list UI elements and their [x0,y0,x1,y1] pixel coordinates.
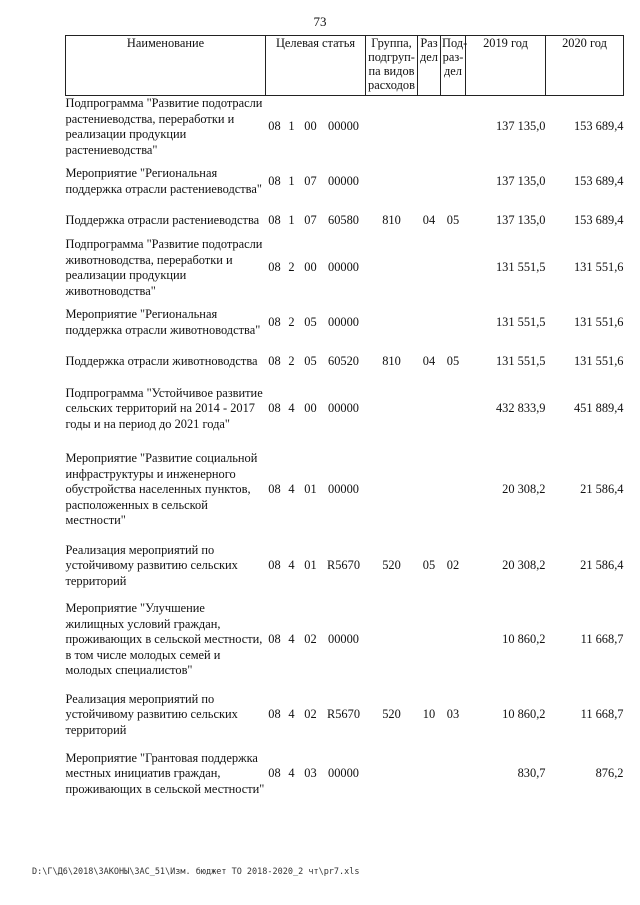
cell-subsection [441,592,466,688]
table-row [66,96,624,159]
cell-subsection [441,742,466,806]
row-name: Поддержка отрасли растениеводства [65,213,260,228]
code-program: 08 [268,260,281,275]
code-direction: 00000 [328,482,359,497]
cell-group [366,237,418,299]
row-name: Мероприятие "Региональная поддержка отрасли растениеводства" [65,166,262,196]
code-measure: 00 [304,260,317,275]
code-direction: 00000 [328,766,359,781]
header-subsection: Под-раз-дел [441,36,466,96]
table-row [66,346,624,378]
cell-2019: 10 860,2 [502,707,546,722]
header-target: Целевая статья [266,36,366,96]
cell-group [366,378,418,440]
cell-group: 520 [382,707,401,722]
code-direction: 00000 [328,119,359,134]
header-group: Группа, подгруп-па видов расходов [366,36,418,96]
cell-section: 04 [422,213,436,228]
code-subprogram: 4 [288,632,295,647]
code-subprogram: 2 [288,260,295,275]
cell-2020: 131 551,6 [573,314,624,329]
cell-2020: 153 689,4 [573,213,624,228]
code-measure: 02 [304,632,317,647]
table-row [66,299,624,346]
code-subprogram: 1 [288,173,295,188]
code-measure: 07 [304,173,317,188]
code-program: 08 [268,213,281,228]
cell-section [418,440,441,540]
code-subprogram: 4 [288,558,295,573]
cell-group [366,440,418,540]
budget-table [65,35,624,806]
cell-group [366,158,418,205]
cell-2019: 20 308,2 [502,482,546,497]
cell-2020: 131 551,6 [573,260,624,275]
row-name: Подпрограмма "Развитие подотрасли растениеводства, переработки и реализации продукции растениеводства" [65,96,263,157]
cell-2020: 153 689,4 [573,173,624,188]
file-path-footer: D:\Г\Д6\2018\ЗАКОНЫ\ЗАС_51\Изм. бюджет ТО 2018-2020_2 чт\pr7.xls [32,867,360,877]
row-name: Мероприятие "Грантовая поддержка местных инициатив граждан, проживающих в сельской местности" [65,750,265,796]
cell-2019: 131 551,5 [495,314,546,329]
cell-2019: 131 551,5 [495,354,546,369]
cell-2020: 11 668,7 [580,632,624,647]
cell-subsection [441,440,466,540]
row-name: Мероприятие "Региональная поддержка отрасли животноводства" [65,307,261,337]
row-name: Подпрограмма "Развитие подотрасли животноводства, переработки и реализации продукции животноводства" [65,237,263,298]
code-measure: 01 [304,482,317,497]
row-name: Мероприятие "Развитие социальной инфраструктуры и инженерного обустройства населенных пунктов, расположенных в сельской местности" [65,451,258,528]
code-measure: 05 [304,314,317,329]
header-section: Раз дел [418,36,441,96]
cell-section [418,378,441,440]
cell-group [366,742,418,806]
cell-subsection: 05 [446,213,460,228]
cell-2020: 153 689,4 [573,119,624,134]
cell-subsection: 02 [446,558,460,573]
table-row [66,540,624,592]
table-row [66,237,624,299]
cell-2020: 131 551,6 [573,354,624,369]
code-program: 08 [268,354,281,369]
code-subprogram: 2 [288,314,295,329]
code-measure: 00 [304,119,317,134]
cell-2019: 10 860,2 [502,632,546,647]
cell-2019: 131 551,5 [495,260,546,275]
code-program: 08 [268,707,281,722]
code-subprogram: 4 [288,766,295,781]
header-2019: 2019 год [466,36,546,96]
cell-section [418,742,441,806]
table-row [66,440,624,540]
cell-group [366,592,418,688]
cell-group [366,96,418,159]
table-header-row [66,36,624,96]
row-name: Поддержка отрасли животноводства [65,354,258,369]
code-direction: R5670 [326,707,361,722]
cell-2019: 432 833,9 [495,401,546,416]
code-program: 08 [268,766,281,781]
cell-2020: 11 668,7 [580,707,624,722]
code-program: 08 [268,119,281,134]
cell-subsection: 05 [446,354,460,369]
cell-2020: 21 586,4 [580,558,624,573]
code-measure: 03 [304,766,317,781]
code-program: 08 [268,558,281,573]
code-program: 08 [268,482,281,497]
cell-group [366,299,418,346]
cell-section: 05 [422,558,436,573]
code-direction: 00000 [328,401,359,416]
code-measure: 02 [304,707,317,722]
code-direction: 00000 [328,260,359,275]
cell-section [418,237,441,299]
cell-2020: 21 586,4 [580,482,624,497]
code-direction: 00000 [328,173,359,188]
cell-2019: 830,7 [517,766,546,781]
cell-2019: 137 135,0 [495,119,546,134]
code-direction: 60580 [328,213,359,228]
code-program: 08 [268,401,281,416]
cell-section [418,592,441,688]
code-program: 08 [268,632,281,647]
cell-subsection [441,299,466,346]
table-row [66,205,624,237]
code-measure: 01 [304,558,317,573]
code-subprogram: 4 [288,707,295,722]
cell-group: 520 [382,558,401,573]
cell-2020: 876,2 [595,766,624,781]
code-subprogram: 2 [288,354,295,369]
table-row [66,378,624,440]
cell-group: 810 [382,213,401,228]
code-measure: 07 [304,213,317,228]
code-subprogram: 1 [288,119,295,134]
code-program: 08 [268,314,281,329]
row-name: Реализация мероприятий по устойчивому развитию сельских территорий [65,691,238,737]
code-direction: R5670 [326,558,361,573]
code-direction: 00000 [328,632,359,647]
cell-subsection [441,96,466,159]
cell-section [418,96,441,159]
row-name: Мероприятие "Улучшение жилищных условий граждан, проживающих в сельской местности, в том числе молодых семей и молодых специалистов" [65,601,263,678]
code-direction: 00000 [328,314,359,329]
cell-2019: 137 135,0 [495,173,546,188]
row-name: Подпрограмма "Устойчивое развитие сельских территорий на 2014 - 2017 годы и на период до 2021 года" [65,385,263,431]
code-measure: 00 [304,401,317,416]
table-row [66,158,624,205]
cell-section: 10 [422,707,436,722]
cell-subsection: 03 [446,707,460,722]
code-subprogram: 1 [288,213,295,228]
header-2020: 2020 год [546,36,624,96]
table-row [66,742,624,806]
page-number: 73 [313,14,327,29]
cell-group: 810 [382,354,401,369]
code-direction: 60520 [328,354,359,369]
cell-subsection [441,158,466,205]
cell-section: 04 [422,354,436,369]
header-name: Наименование [66,36,266,96]
cell-subsection [441,378,466,440]
cell-2019: 20 308,2 [502,558,546,573]
cell-2019: 137 135,0 [495,213,546,228]
row-name: Реализация мероприятий по устойчивому развитию сельских территорий [65,542,238,588]
cell-section [418,299,441,346]
code-subprogram: 4 [288,482,295,497]
cell-section [418,158,441,205]
table-row [66,688,624,742]
code-measure: 05 [304,354,317,369]
table-row [66,592,624,688]
code-program: 08 [268,173,281,188]
code-subprogram: 4 [288,401,295,416]
cell-2020: 451 889,4 [573,401,624,416]
cell-subsection [441,237,466,299]
